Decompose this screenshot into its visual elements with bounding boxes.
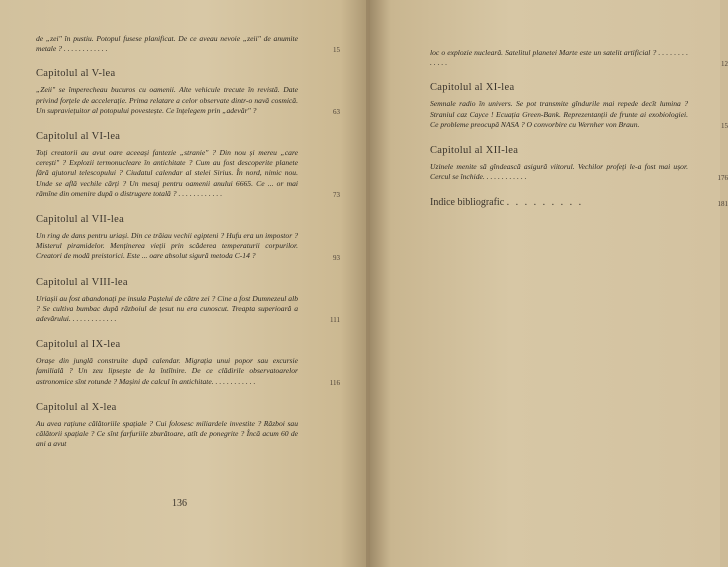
continuation-entry: [36, 34, 340, 54]
chapter-summary: Au avea rațiune călătoriile spațiale ? Cui folosesc miliardele investite ? Război sau călătorii spațiale ? Ce sînt farfuriile zburătoare, atît de ponegrite ? Încă acum 60 de ani a avut: [36, 418, 298, 449]
leader-dots: . . . . . . . . .: [506, 197, 584, 209]
chapter-title: Capitolul al X-lea: [36, 401, 117, 413]
chapter-title: Capitolul al VIII-lea: [36, 276, 128, 288]
page-number: 93: [333, 253, 340, 262]
chapter-title: Capitolul al V-lea: [36, 68, 116, 80]
page-number: 116: [329, 378, 340, 387]
chapter-title: Capitolul al VII-lea: [36, 214, 125, 226]
toc-chapter-11: [430, 82, 728, 131]
toc-chapter-8: [36, 277, 340, 325]
page-number: 15: [721, 122, 728, 131]
chapter-title: Capitolul al VI-lea: [36, 131, 121, 143]
chapter-summary: Uzinele menite să gîndească asigură viitorul. Vechilor profeți le-a fost mai ușor. Cercul se închide. . . . . . . . . . . .: [430, 162, 688, 182]
page-number: 181: [717, 200, 728, 209]
page-number: 63: [333, 108, 340, 117]
page-number: 176: [717, 174, 728, 183]
chapter-summary: Orașe din junglă construite după calendar. Migrația unui popor sau excursie familială ? Un zeu lipsește de la întîlnire. De ce clădirile observatoarelor astronomice sînt rotunde ? Mașini de calcul în antichitate. . . . . . . . . . . .: [36, 356, 298, 386]
continuation-entry: [430, 48, 728, 69]
page-number: 111: [330, 316, 340, 325]
chapter-summary: Uriașii au fost abandonați pe insula Paștelui de către zei ? Cine a fost Dumnezeul alb ? Se cultiva bumbac după războiul de țesut nu era cunoscut. Treapta superioară a adevărului. . . . . . . . . . . . .: [36, 293, 298, 324]
page-number: 12: [721, 60, 728, 69]
entry-summary: de „zei" în pustiu. Potopul fusese planificat. De ce aveau nevoie „zeii" de anumite metale ? . . . . . . . . . . . .: [36, 34, 298, 54]
bibliography-label: Indice bibliografic: [430, 197, 505, 209]
toc-chapter-7: [36, 214, 340, 262]
page-number: 73: [333, 191, 340, 200]
chapter-summary: Toți creatorii au avut oare aceeași fantezie „stranie" ? Din nou și mereu „care cerești" ? Explozii termonucleare în antichitate ? Cum au fost descoperite planete fără ajutorul telescopului ? Ciudatul calendar al stelei Sirius. În nord, nimic nou. Unde se află vechile cărți ? Un mesaj pentru oamenii anului 6665. Ce ... or mai rămîne din omenire după o distrugere totală ? . . . . . . . . . . . .: [36, 148, 298, 198]
toc-chapter-5: [36, 68, 340, 116]
toc-chapter-12: [430, 145, 728, 183]
entry-summary: loc o explozie nucleară. Satelitul planetei Marte este un satelit artificial ? . . . . . . . . . . . . .: [430, 48, 688, 68]
toc-chapter-10: [36, 402, 340, 450]
page-folio: 136: [172, 498, 187, 509]
right-page: [370, 0, 728, 567]
chapter-title: Capitolul al XII-lea: [430, 145, 519, 157]
chapter-title: Capitolul al IX-lea: [36, 339, 121, 351]
chapter-summary: „Zeii" se împerecheau bucuros cu oamenii. Alte vehicule trecute în revistă. Date privind forțele de accelerație. Prima relatare a celor observate dintr-o navă cosmică. Un supraviețuitor al potopului povestește. Ce înțelegem prin „adevăr" ?: [36, 85, 298, 115]
toc-chapter-9: [36, 339, 340, 387]
toc-bibliography-entry: [430, 197, 728, 209]
chapter-summary: Semnale radio în univers. Se pot transmite gîndurile mai repede decît lumina ? Straniul caz Cayce ! Ecuația Green-Bank. Reprezentanții de frunte ai exobiologiei. Ce probleme preocupă NASA ? O convorbire cu Wernher von Braun.: [430, 99, 688, 129]
page-number: 15: [333, 46, 340, 55]
chapter-summary: Un ring de dans pentru uriași. Din ce trăiau vechii egipteni ? Hufu era un impostor ? Misterul piramidelor. Menținerea vieții prin scăderea temperaturii corpurilor. Creatori de modă preistorici. Este ... oare absolut sigură metoda C-14 ?: [36, 231, 298, 261]
chapter-title: Capitolul al XI-lea: [430, 82, 515, 94]
toc-chapter-6: [36, 131, 340, 199]
